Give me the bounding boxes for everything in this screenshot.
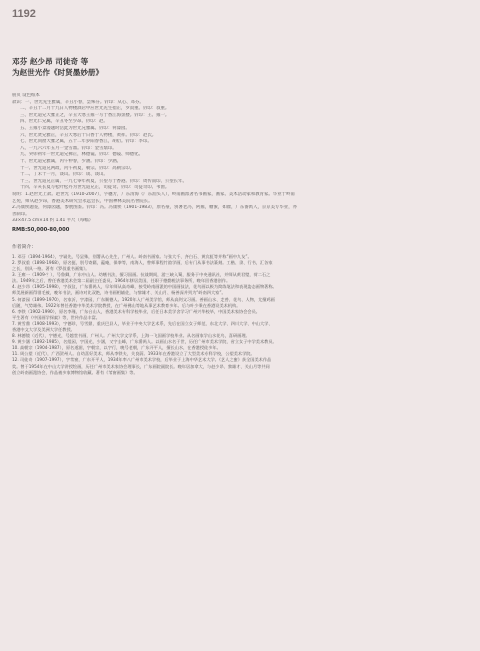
biography-line: 10. 高朝宗（1904-1987），原名道湄，字朝宗，以字行，晚号老朝，广东开平人，擅长山水，在香港授徒多年。 (12, 345, 221, 351)
dimensions: 33×47.5 cm×14 约 1.41 平尺（每幅） (12, 218, 94, 224)
description-line: 十二、丁未十一月，谈山。钤印：谈、谈山。 (20, 172, 108, 178)
lot-title (12, 56, 468, 78)
work-title: 为赵世光作《时贤墨妙册》 (12, 68, 104, 77)
biography-line: 创立岭南画派协会，作品被多家博物馆收藏。著有《苇窗画集》等。 (12, 369, 138, 375)
description-line: 善制印。 (12, 211, 30, 217)
description-line: 十四、辛亥长夏写松叶松丹为世光道兄正，司徒奇。钤印：司徒奇印、苇窗。 (20, 185, 170, 191)
description-line: 说明：1.赵世光上款。赵世光（1910-2007），字穗芳，广东清海（广东汕头人），岭南画派著名书画家，画家、美术活动家和教育家。毕业于岭南 (12, 191, 295, 197)
description-line: 七、世光同窗大雅之属，五十二年岁阳春香江，胡衍。钤印：李印。 (20, 139, 152, 145)
description-line: 五、王雍小景漫题时岳此为世光兄雅属。钤印：何漆园。 (20, 125, 130, 131)
biography-line: 法。1949年之后，曾任香港美术会第二届副主任委员。1964年移居美国，任职于德勤税法事务所，晚年回香港创作。 (12, 278, 231, 284)
biography-line: 8. 林德镜（近代），字德光，号越堂书画，广州人。广州大学文学系，上海一飞国画学校毕业。从名画家学山水花鸟，喜研画理。 (12, 333, 250, 339)
description-line: 十、世光道兄雅属，丙午仲春，少涵。钤印：少涵。 (20, 158, 121, 164)
biography-line: 奖。曾于1954年在中山大学讲授绘画，历任广州市美术家协会理事长，广东画院副院长。晚年居加拿大，与赵少昂、黎雄才、关山月等共同 (12, 363, 270, 369)
biography-line: 12. 司徒奇（1907-1997），字苇窗，广东开平人，1934年率八广州市美术学校，后毕业于上海中华艺术大学。《艺人之蜜》获全国美术作品 (12, 357, 272, 363)
biography-line: 11. 周公望（近代），广西贺州人。自幼喜好美术，师从李铁夫，关良蔚。1933年在香港设立了大型美术专科学校，公望美术学院。 (12, 351, 255, 357)
biography-line: 9. 黄少涵（1892-1985），名组园，字国光，少涵，又字圭峰，广东番禺人。以画山水名于世，历任广州市美术学院、省立女子中学美术教员。 (12, 339, 277, 345)
biography-line: 师美展新画得翎毛被，晚年书法，画诗对比双绝，诗书画相辅佐，与黎雄才、关山月、杨善深并列为“岭南四大家”。 (12, 290, 226, 296)
artist-biographies (12, 254, 468, 376)
biography-line: 香港中文大学及美洲大学任教授。 (12, 327, 75, 332)
biography-line: 之长，别具一格。著有《罗叔重书画集》。 (12, 266, 90, 272)
page-number: 1192 (12, 8, 36, 20)
description-line: 艺苑，师从赵少昂，香港美术研究会永远会长，中国神林美院名誉院长。 (12, 198, 153, 204)
description-line: 十三、世光道兄正属，一九七零年初夏，公望写于香港。钤印：周传南印、公望长年。 (20, 178, 187, 184)
notes-heading: 作者简介： (12, 244, 36, 250)
description-line: 二、辛丑十二月十九日人物楼酒店中应世光先生指正，罗叔重。钤印：叔重。 (20, 106, 170, 112)
description-line: 款识：一、世光先生雅属，辛丑小春，昙殊芬。钤印：从心、邓芬。 (12, 99, 144, 105)
biography-line: 1. 邓芬（1894-1964），字诵先，号昙殊，别署从心先生，广州人。岭南书画家。与张大千、齐白石、黄宾虹等并称“画中九友”。 (12, 253, 252, 259)
biography-line: 平生著有《中国画学探索》等，世传作品丰富。 (12, 314, 100, 320)
artist-names: 邓芬 赵少昂 司徒奇 等 (12, 57, 89, 66)
description-line: 册页 设色纸本 (12, 93, 40, 98)
description-line: 四、世光仁兄属，辛丑冬至少昂。钤印：赵。 (20, 119, 108, 125)
biography-line: 2. 罗叔重（1898-1968），原名挺，别号寄籍，蕴庵，保拳等，南海人，曾师事程竹韵学画，后专门从事书法篆刻。工楷、隶、行书，汇各家 (12, 259, 273, 265)
biography-line: 4. 赵少昂（1905-1998），字叔仪，广东番禺人，早年师从高奇峰，接受岭南画派的中国画技法，花鸟画以极为简练笔法和表现姿态画物著称。 (12, 284, 277, 290)
biography-line: 6. 李铁（1902-1990），原名李瑾，广东台山人，香港美术专科学校毕业，后任日本美学舍学习广州兴华校毕，中国美术家协会会员。 (12, 308, 260, 314)
description-block (12, 93, 468, 218)
biography-line: 3. 王雍一（1909-？），号鲁卿，广东中山人。幼嗜书法，擅习国画。抗战期间，游三峡入蜀，服务于中央通讯社，并师从黄君璧，荷二石之 (12, 272, 271, 278)
biography-line: 7. 黄雪鼎（1908-1993），字德珍，号雪鼎，重庆巴县人，毕业于中央大学艺术系，先后在国立女子师范、东北大学、四川大学、中山大学、 (12, 320, 273, 326)
description-line: 2.冯康侯题签，何漆园题，参展图鉴。钤印：冯。冯康侯（1901-1983），原名豪，别署老冯，阿雍，糖蜜，如瞿，广东番禺人，京京美专毕业，亦 (12, 205, 297, 211)
description-line: 九、癸卯初年一世光道兄拂正，林德镜。钤印：德镜、师德化。 (20, 152, 143, 158)
biography-line: 5. 何漆园（1899-1970），名家沂，字漆园，广东顺德人。1920年入广州美学馆，师从高剑父习画。善画山水、走兽、花鸟、人物，尤擅鸡画 (12, 296, 275, 302)
description-line: 六、世光贤兄雅正，辛丑大寒后十日香于人物楼，黄祥。钤印：赵氏。 (20, 132, 157, 138)
description-line: 十一、世光道兄两政，丙午初夏，朝宗。钤印：高朝宗印。 (20, 165, 135, 171)
lot-details (12, 93, 468, 376)
biography-line: 后随，气势雄伟。1922年曾任香港中华美术学院教授，在广州佛山等地从事艺术教育多年。后与叶少秉在香港设美术机构。 (12, 302, 241, 308)
estimate-price: RMB:50,000-80,000 (12, 226, 70, 233)
description-line: 三、世光道兄大雅正之，辛丑大寒王雍一写于香江海氛楼。钤印：王、雍一。 (20, 112, 170, 118)
description-line: 八、一九六六年五月一金雪鼎。钤印：金雪鼎印。 (20, 145, 117, 151)
